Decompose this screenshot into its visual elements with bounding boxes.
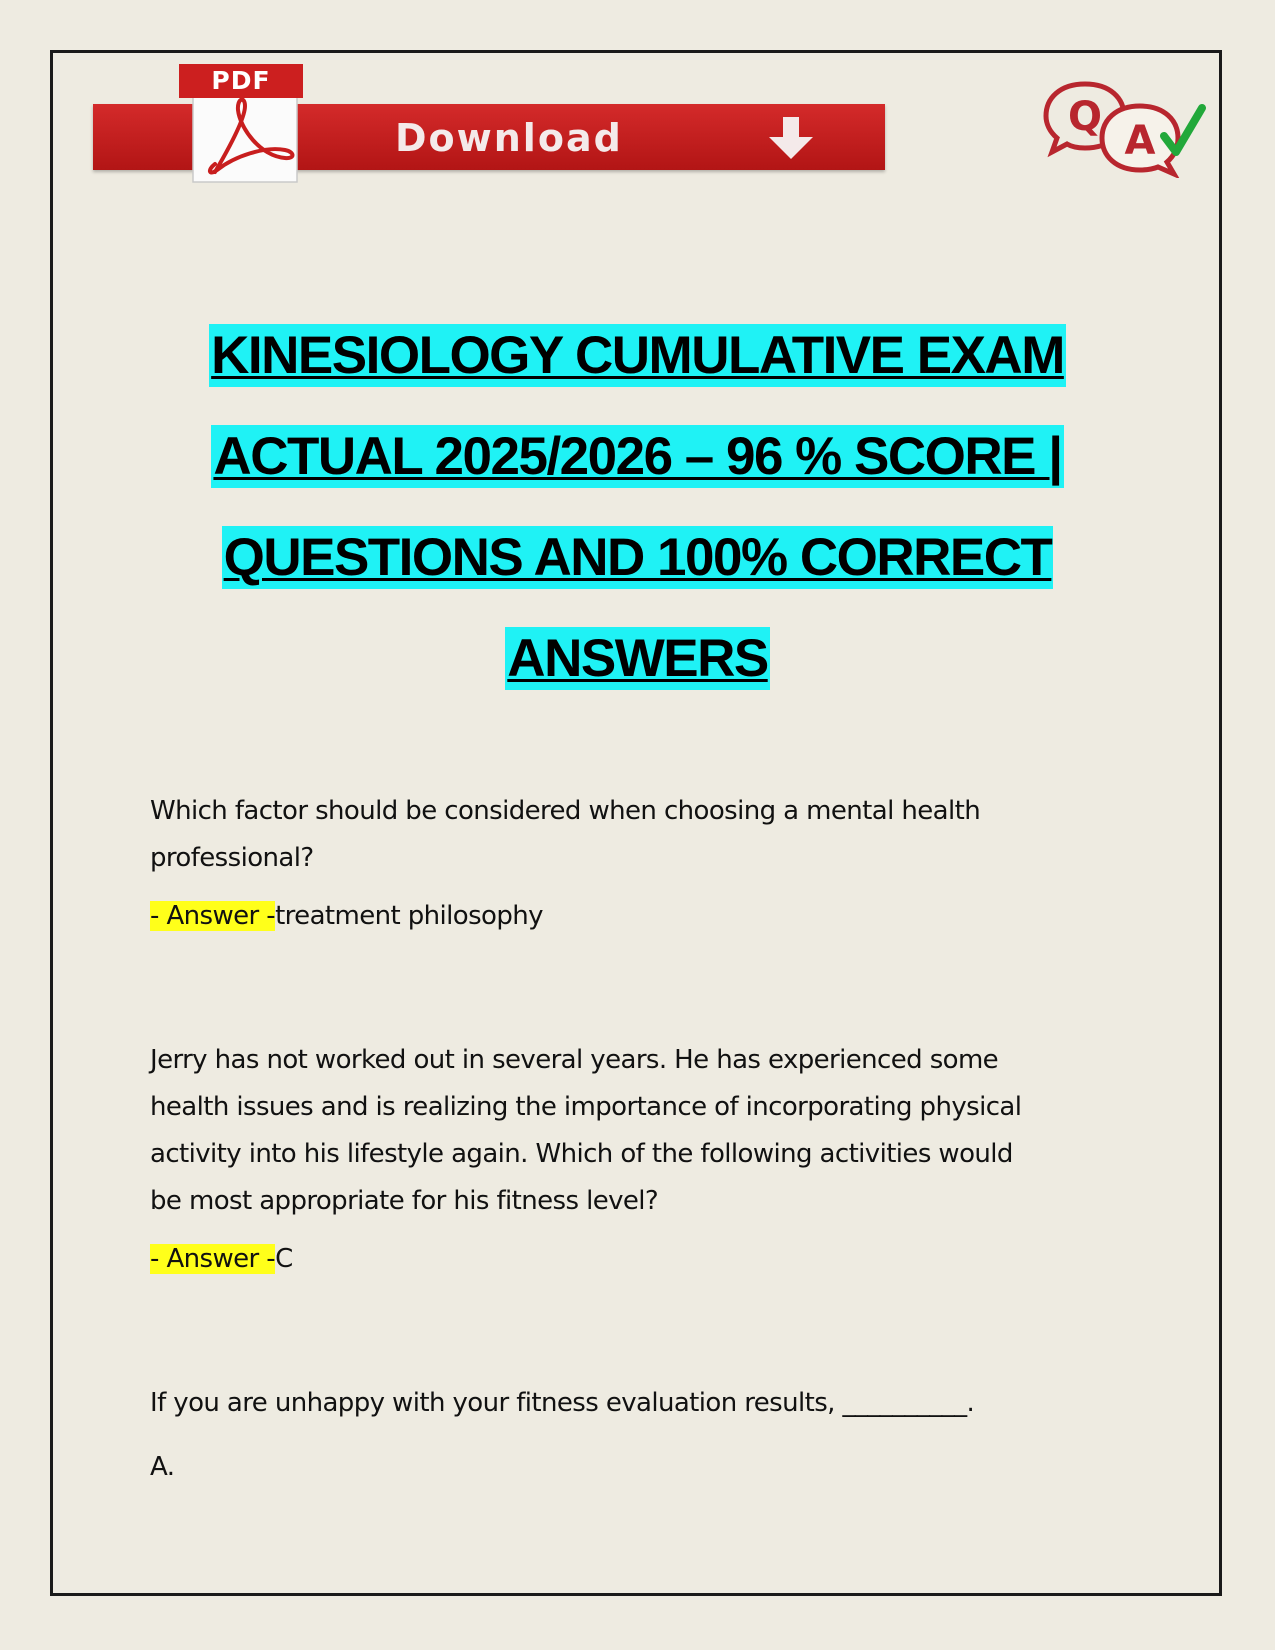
- answer-tag: - Answer -: [150, 1244, 276, 1274]
- pdf-download-banner[interactable]: [93, 60, 885, 184]
- question-line: Which factor should be considered when choosing a mental health: [150, 796, 981, 826]
- option-line: [150, 1447, 1110, 1487]
- question-line: Jerry has not worked out in several years. He has experienced some: [150, 1045, 999, 1075]
- download-label: Download: [395, 116, 623, 160]
- question-line: be most appropriate for his fitness level?: [150, 1186, 659, 1216]
- logo-q-letter: Q: [1067, 94, 1103, 140]
- qa-item-2: [150, 1037, 1110, 1279]
- qa-item-3: [150, 1380, 1110, 1487]
- question-line: professional?: [150, 843, 314, 873]
- question-text: [150, 788, 1110, 882]
- qa-chat-bubbles-icon: [1040, 78, 1210, 178]
- question-text: [150, 1380, 1110, 1427]
- answer-text: treatment philosophy: [275, 901, 543, 931]
- option-text: A.: [150, 1452, 175, 1482]
- question-text: [150, 1037, 1110, 1225]
- pdf-file-icon: [145, 60, 305, 184]
- answer-text: C: [275, 1244, 293, 1274]
- qa-item-1: [150, 788, 1110, 936]
- answer-line: [150, 1239, 1110, 1279]
- title-line-4: ANSWERS: [507, 629, 768, 688]
- document-title: [140, 305, 1135, 709]
- title-line-1: KINESIOLOGY CUMULATIVE EXAM: [211, 326, 1064, 385]
- title-line-2: ACTUAL 2025/2026 – 96 % SCORE |: [213, 427, 1062, 486]
- logo-a-letter: A: [1124, 118, 1156, 164]
- question-line: health issues and is realizing the importance of incorporating physical: [150, 1092, 1022, 1122]
- question-line: activity into his lifestyle again. Which of the following activities would: [150, 1139, 1013, 1169]
- pdf-tab-label: PDF: [179, 64, 303, 98]
- title-line-3: QUESTIONS AND 100% CORRECT: [223, 528, 1052, 587]
- answer-tag: - Answer -: [150, 901, 276, 931]
- answer-line: [150, 896, 1110, 936]
- arrow-down-icon: [761, 117, 821, 161]
- question-line: If you are unhappy with your fitness evaluation results, __________.: [150, 1388, 975, 1418]
